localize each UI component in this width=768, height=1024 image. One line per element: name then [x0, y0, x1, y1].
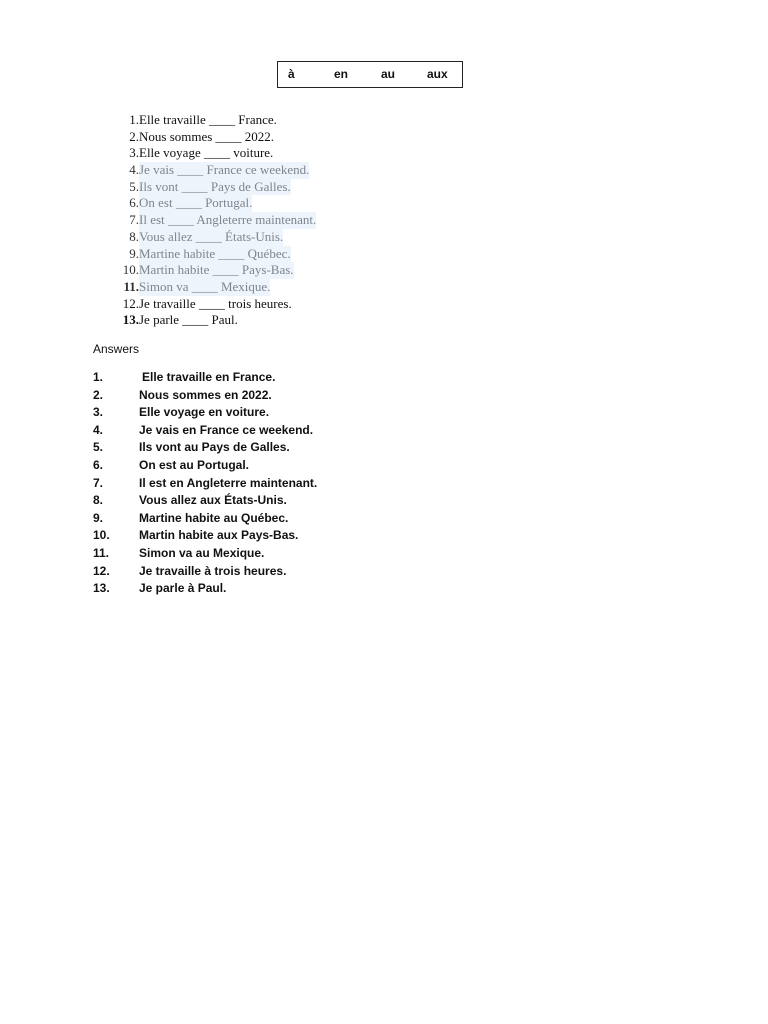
- exercise-number: 2.: [129, 128, 139, 144]
- exercise-number: 7.: [129, 212, 139, 228]
- answers-heading: Answers: [93, 342, 140, 356]
- exercise-number: 5.: [129, 178, 139, 194]
- answer-sentence: On est au Portugal.: [139, 457, 250, 472]
- answer-number: 10.: [93, 528, 110, 543]
- exercise-sentence: Il est ____ Angleterre maintenant.: [139, 212, 317, 228]
- exercise-item: [112, 228, 284, 246]
- answer-number: 3.: [93, 405, 104, 420]
- exercise-item: [112, 278, 271, 296]
- exercise-number: 8.: [129, 228, 139, 244]
- answer-number: 5.: [93, 440, 104, 455]
- exercise-sentence: Martine habite ____ Québec.: [139, 245, 291, 261]
- exercise-item: [112, 128, 275, 146]
- exercise-sentence: Je parle ____ Paul.: [139, 312, 238, 328]
- exercise-list: [112, 112, 317, 329]
- exercise-sentence: Nous sommes ____ 2022.: [139, 128, 275, 144]
- answer-number: 11.: [93, 545, 110, 560]
- word-bank-word: aux: [427, 67, 448, 81]
- answer-number: 12.: [93, 563, 110, 578]
- word-bank-word: en: [334, 67, 349, 81]
- answer-sentence: Je vais en France ce weekend.: [139, 422, 314, 437]
- exercise-sentence: Martin habite ____ Pays-Bas.: [139, 262, 294, 278]
- answer-number: 4.: [93, 422, 104, 437]
- answer-sentence: Je travaille à trois heures.: [139, 563, 287, 578]
- exercise-number: 9.: [129, 245, 139, 261]
- word-bank-word: au: [381, 67, 396, 81]
- exercise-sentence: Vous allez ____ États-Unis.: [139, 228, 284, 244]
- exercise-number: 3.: [129, 145, 139, 161]
- exercise-number: 4.: [129, 162, 139, 178]
- answer-number: 13.: [93, 581, 110, 596]
- answer-number: 8.: [93, 493, 104, 508]
- answer-sentence: Martin habite aux Pays-Bas.: [139, 528, 299, 543]
- exercise-item: [112, 145, 274, 162]
- answer-sentence: Simon va au Mexique.: [139, 545, 265, 560]
- answer-number: 6.: [93, 457, 104, 472]
- exercise-item: [112, 162, 310, 179]
- answer-sentence: Je parle à Paul.: [139, 581, 227, 596]
- exercise-number: 6.: [129, 195, 139, 211]
- exercise-sentence: Simon va ____ Mexique.: [139, 278, 271, 294]
- exercise-sentence: Je vais ____ France ce weekend.: [139, 162, 310, 178]
- answer-sentence: Ils vont au Pays de Galles.: [139, 440, 290, 455]
- exercise-sentence: Je travaille ____ trois heures.: [139, 295, 292, 311]
- exercise-sentence: On est ____ Portugal.: [139, 195, 253, 211]
- exercise-item: [112, 312, 238, 329]
- exercise-number: 1.: [129, 112, 139, 127]
- exercise-number: 10.: [122, 262, 139, 278]
- answer-sentence: Martine habite au Québec.: [139, 510, 289, 525]
- answer-sentence: Elle travaille en France.: [142, 370, 276, 384]
- word-bank-box: [277, 61, 463, 88]
- exercise-number: 12.: [122, 295, 139, 311]
- answer-number: 7.: [93, 475, 104, 490]
- exercise-number: 11.: [123, 278, 139, 294]
- answer-sentence: Vous allez aux États-Unis.: [139, 493, 287, 508]
- answer-sentence: Nous sommes en 2022.: [139, 387, 272, 402]
- answer-sentence: Il est en Angleterre maintenant.: [139, 475, 318, 490]
- exercise-item: [112, 245, 291, 263]
- word-bank-word: à: [288, 67, 295, 81]
- exercise-sentence: Elle travaille ____ France.: [139, 112, 277, 127]
- answer-number: 2.: [93, 387, 104, 402]
- exercise-item: [112, 212, 317, 229]
- answer-sentence: Elle voyage en voiture.: [139, 405, 270, 420]
- exercise-item: [112, 262, 294, 279]
- exercise-sentence: Elle voyage ____ voiture.: [139, 145, 274, 161]
- exercise-sentence: Ils vont ____ Pays de Galles.: [139, 178, 291, 194]
- answer-number: 1.: [93, 370, 104, 384]
- exercise-item: [112, 195, 253, 212]
- exercise-item: [112, 112, 277, 129]
- exercise-item: [112, 295, 292, 313]
- exercise-item: [112, 178, 291, 196]
- exercise-number: 13.: [122, 312, 139, 328]
- answer-number: 9.: [93, 510, 104, 525]
